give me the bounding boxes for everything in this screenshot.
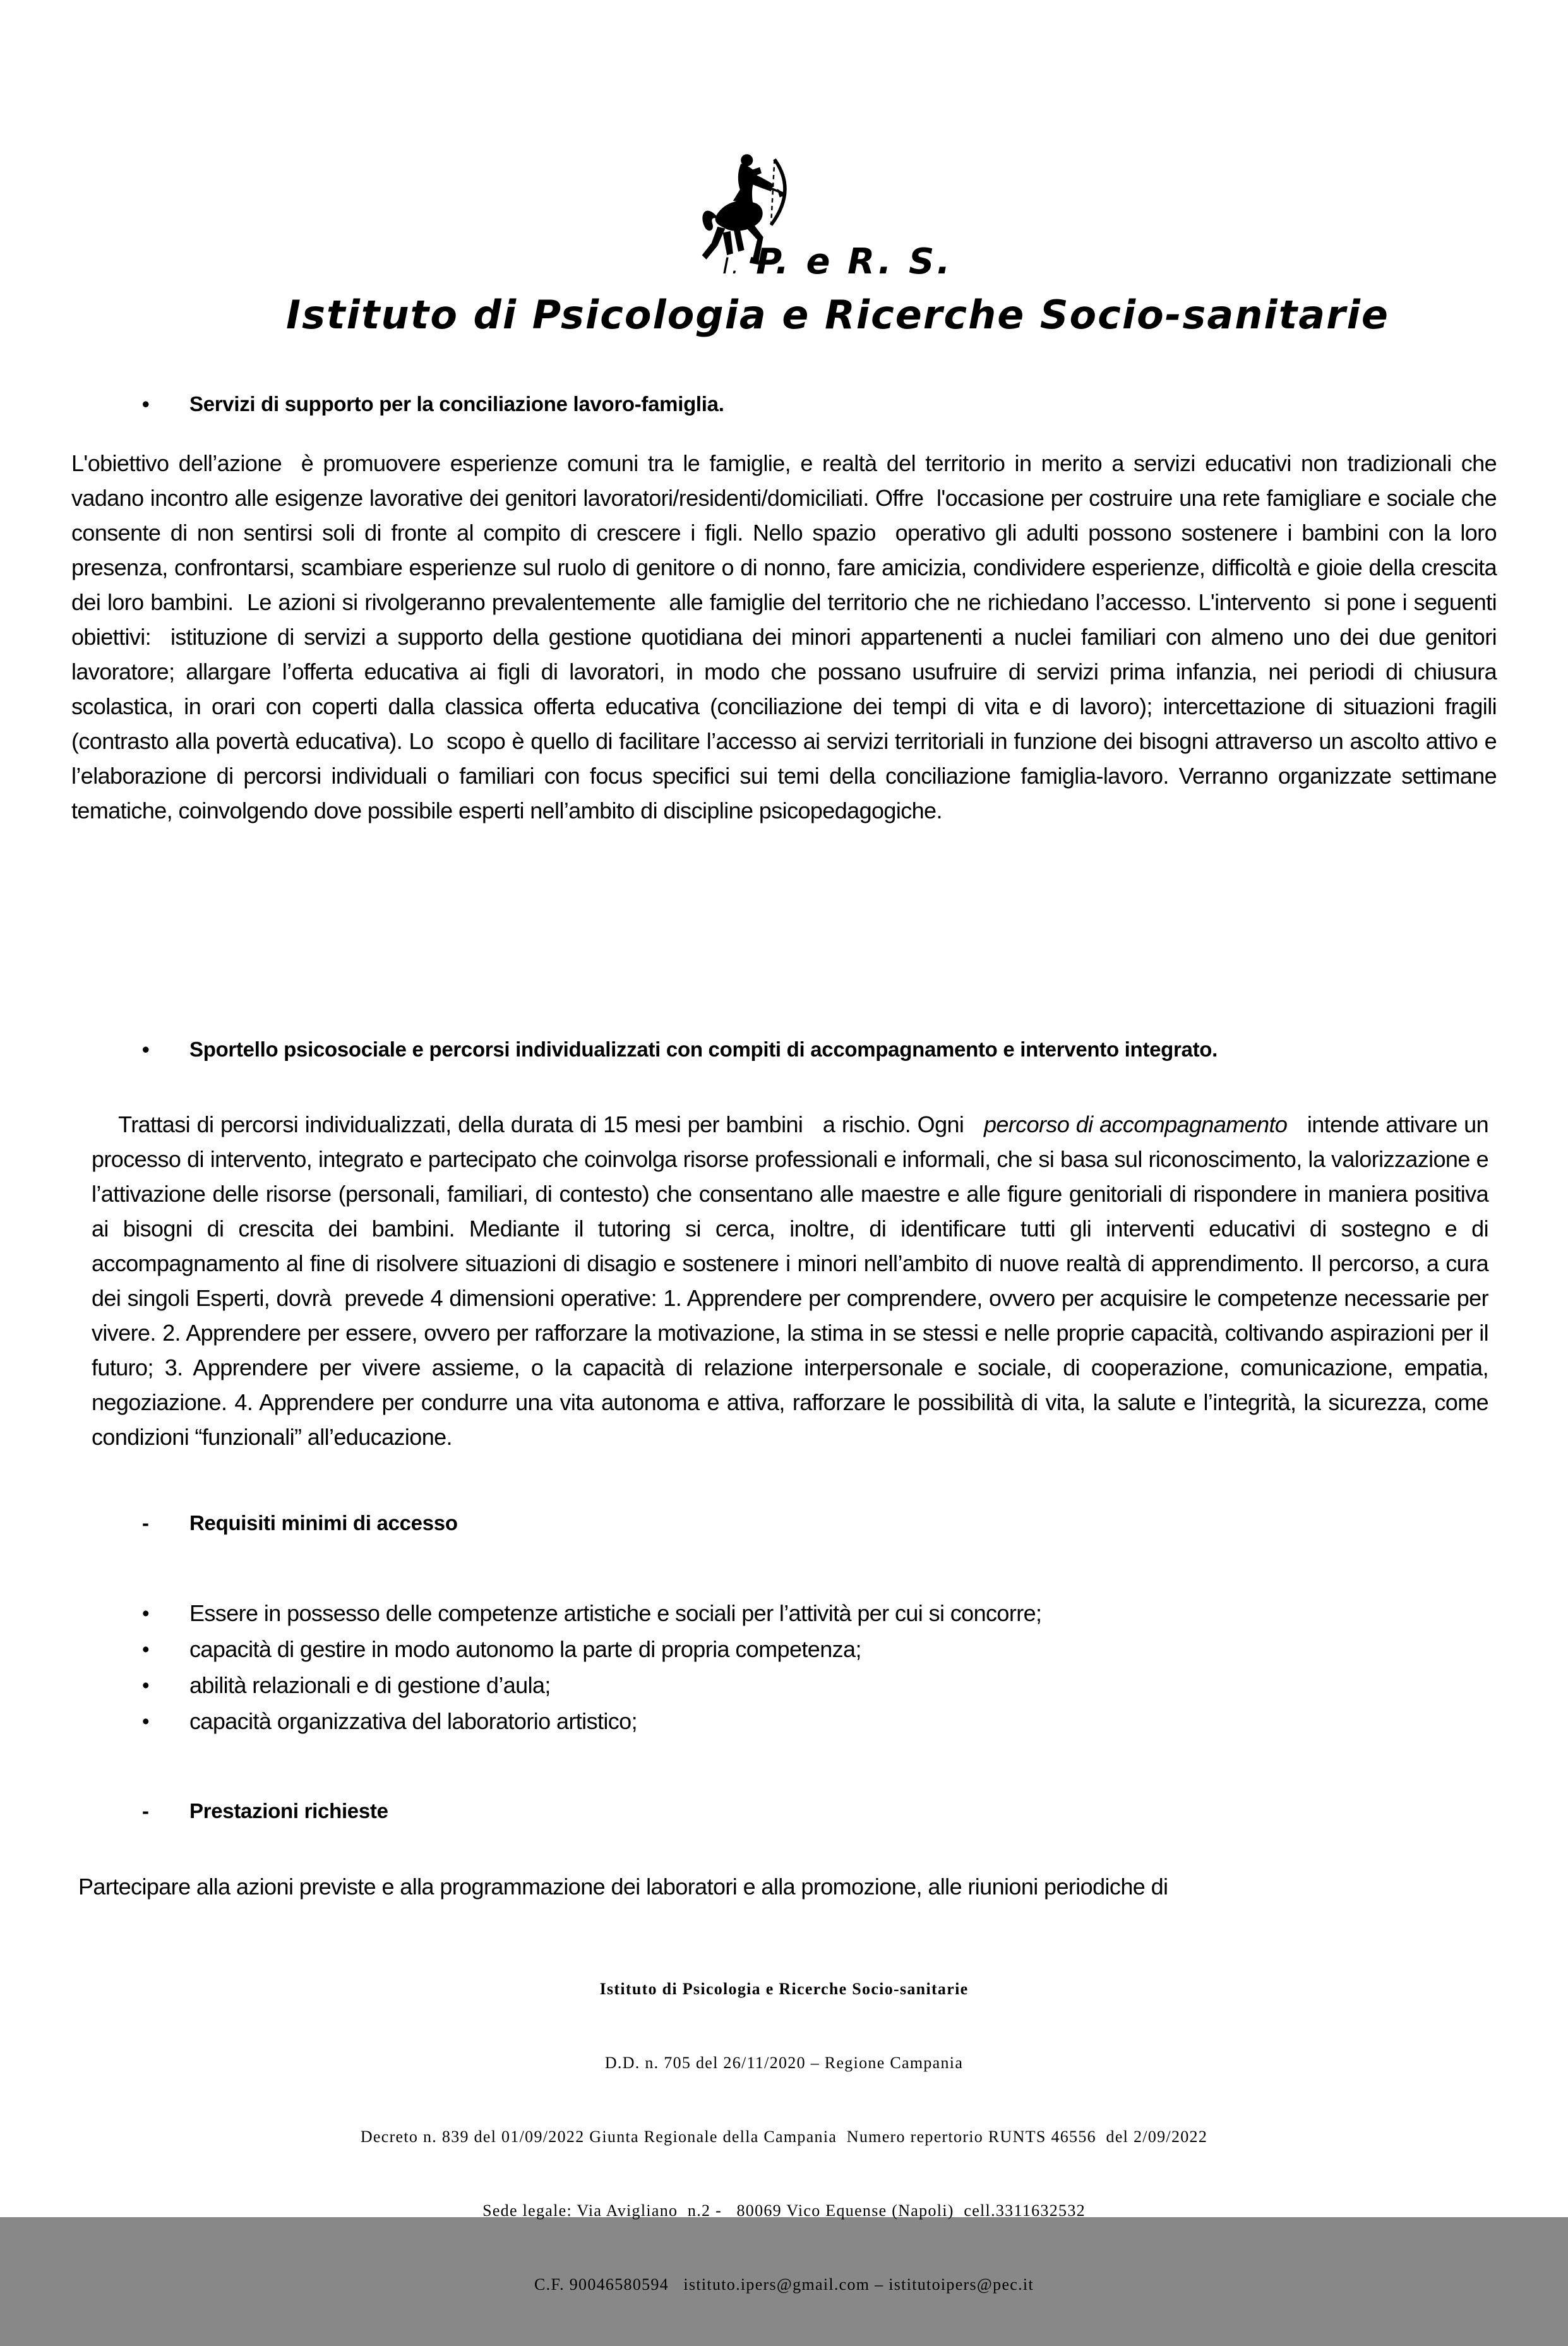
bullet-icon: • bbox=[142, 1601, 149, 1625]
heading-prestazioni bbox=[71, 1797, 1497, 1825]
list-item bbox=[71, 1595, 1497, 1631]
page-footer bbox=[0, 1927, 1568, 2346]
list-item bbox=[71, 1703, 1497, 1739]
heading-sportello-label: Sportello psicosociale e percorsi individualizzati con compiti di accompagnamento e intervento integrato. bbox=[189, 1038, 1218, 1061]
bullet-icon: • bbox=[142, 1038, 150, 1061]
footer-line: Sede legale: Via Avigliano n.2 - 80069 Vico Equense (Napoli) cell.3311632532 bbox=[482, 2201, 1086, 2220]
footer-line: Decreto n. 839 del 01/09/2022 Giunta Regionale della Campania Numero repertorio RUNTS 46556 del 2/09/2022 bbox=[360, 2128, 1208, 2146]
list-item-text: abilità relazionali e di gestione d’aula; bbox=[189, 1672, 551, 1698]
requisiti-list bbox=[71, 1595, 1497, 1739]
heading-requisiti-label: Requisiti minimi di accesso bbox=[189, 1511, 458, 1535]
footer-line: C.F. 90046580594 istituto.ipers@gmail.com – istitutoipers@pec.it bbox=[534, 2275, 1034, 2294]
heading-prestazioni-label: Prestazioni richieste bbox=[189, 1799, 388, 1822]
heading-servizi bbox=[71, 390, 1497, 418]
paragraph-prestazioni: Partecipare alla azioni previste e alla programmazione dei laboratori e alla promozione, alle riunioni periodiche di bbox=[78, 1874, 1168, 1900]
list-item-text: capacità organizzativa del laboratorio artistico; bbox=[189, 1708, 637, 1734]
list-item bbox=[71, 1667, 1497, 1703]
paragraph-sportello bbox=[92, 1072, 1495, 1489]
bullet-icon: • bbox=[142, 392, 150, 416]
bullet-icon: • bbox=[142, 1637, 149, 1661]
paragraph-sportello-post: intende attivare un processo di intervento, integrato e partecipato che coinvolga risorse professionali e informali, che si basa sul riconoscimento, la valorizzazione e l’attivazione delle risorse (personali, familiari, di contesto) che consentano alle maestre e alle figure genitoriali di rispondere in maniera positiva ai bisogni di crescita dei bambini. Mediante il tutoring si cerca, inoltre, di identificare tutti gli interventi educativi di sostegno e di accompagnamento al fine di risolvere situazioni di disagio e sostenere i minori nell’ambito di nuove realtà di apprendimento. Il percorso, a cura dei singoli Esperti, dovrà prevede 4 dimensioni operative: 1. Apprendere per comprendere, ovvero per acquisire le competenze necessarie per vivere. 2. Apprendere per essere, ovvero per rafforzare la motivazione, la stima in se stessi e nelle proprie capacità, coltivando aspirazioni per il futuro; 3. Apprendere per vivere assieme, o la capacità di relazione interpersonale e sociale, di cooperazione, comunicazione, empatia, negoziazione. 4. Apprendere per condurre una vita autonoma e attiva, rafforzare le possibilità di vita, la salute e l’integrità, la sicurezza, come condizioni “funzionali” all’educazione. bbox=[92, 1111, 1495, 1450]
heading-sportello bbox=[71, 1036, 1497, 1063]
org-abbreviation: I. P. e R. S. bbox=[722, 241, 953, 282]
list-item-text: capacità di gestire in modo autonomo la parte di propria competenza; bbox=[189, 1636, 861, 1662]
dash-icon: - bbox=[142, 1799, 149, 1822]
list-item-text: Essere in possesso delle competenze artistiche e sociali per l’attività per cui si concorre; bbox=[189, 1600, 1042, 1626]
bullet-icon: • bbox=[142, 1673, 149, 1697]
list-item bbox=[71, 1631, 1497, 1667]
paragraph-servizi: L'obiettivo dell’azione è promuovere esperienze comuni tra le famiglie, e realtà del territorio in merito a servizi educativi non tradizionali che vadano incontro alle esigenze lavorative dei genitori lavoratori/residenti/domiciliati. Offre l'occasione per costruire una rete famigliare e sociale che consente di non sentirsi soli di fronte al compito di crescere i figli. Nello spazio operativo gli adulti possono sostenere i bambini con la loro presenza, confrontarsi, scambiare esperienze sul ruolo di genitore o di nonno, fare amicizia, condividere esperienze, difficoltà e gioie della crescita dei loro bambini. Le azioni si rivolgeranno prevalentemente alle famiglie del territorio che ne richiedano l’accesso. L'intervento si pone i seguenti obiettivi: istituzione di servizi a supporto della gestione quotidiana dei minori appartenenti a nuclei familiari con almeno uno dei due genitori lavoratore; allargare l’offerta educativa ai figli di lavoratori, in modo che possano usufruire di servizi prima infanzia, nei periodi di chiusura scolastica, in orari con coperti dalla classica offerta educativa (conciliazione dei tempi di vita e di lavoro); intercettazione di situazioni fragili (contrasto alla povertà educativa). Lo scopo è quello di facilitare l’accesso ai servizi territoriali in funzione dei bisogni attraverso un ascolto attivo e l’elaborazione di percorsi individuali o familiari con focus specifici sui temi della conciliazione famiglia-lavoro. Verranno organizzate settimane tematiche, coinvolgendo dove possibile esperti nell’ambito di discipline psicopedagogiche. bbox=[71, 450, 1503, 823]
footer-line: D.D. n. 705 del 26/11/2020 – Regione Campania bbox=[604, 2054, 964, 2072]
bullet-icon: • bbox=[142, 1709, 149, 1733]
paragraph-sportello-italic: percorso di accompagnamento bbox=[983, 1111, 1288, 1137]
heading-servizi-label: Servizi di supporto per la conciliazione lavoro-famiglia. bbox=[189, 392, 724, 416]
footer-org-name: Istituto di Psicologia e Ricerche Socio-sanitarie bbox=[599, 1980, 969, 1998]
dash-icon: - bbox=[142, 1511, 149, 1535]
heading-requisiti bbox=[71, 1509, 1497, 1537]
org-title: Istituto di Psicologia e Ricerche Socio-sanitarie bbox=[286, 292, 1389, 338]
paragraph-sportello-pre: Trattasi di percorsi individualizzati, della durata di 15 mesi per bambini a rischio. Ogni bbox=[118, 1111, 984, 1137]
